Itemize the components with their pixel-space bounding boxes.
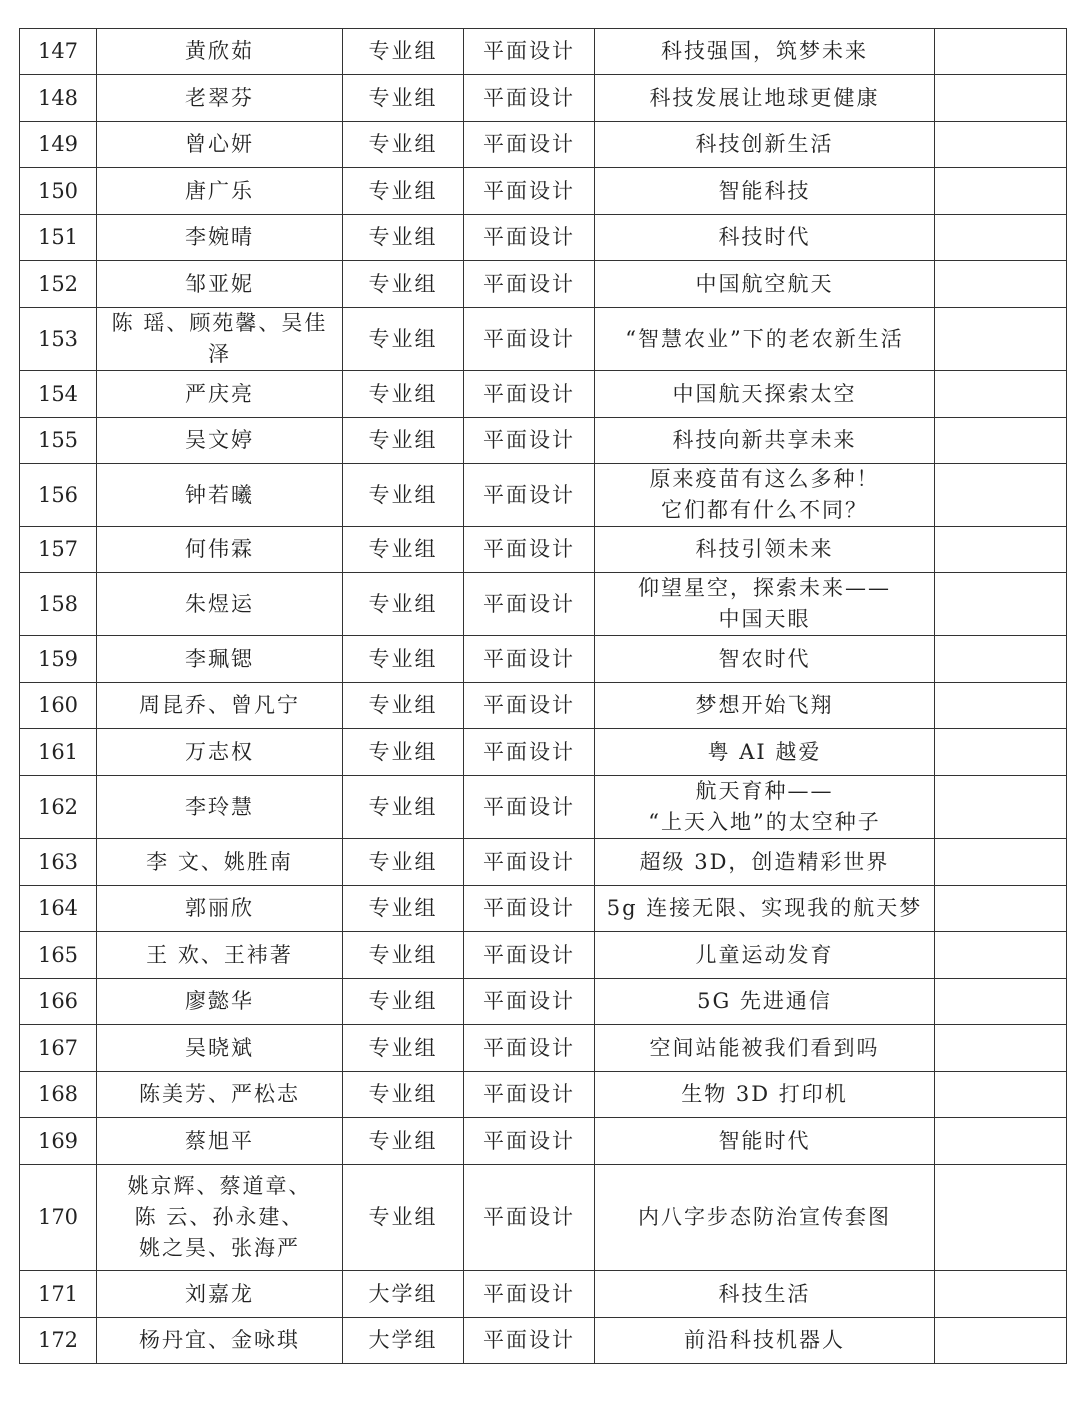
- author-names: 何伟霖: [97, 527, 343, 573]
- table-row: [20, 168, 1067, 215]
- entry-number: 163: [20, 839, 97, 886]
- note-cell: [935, 932, 1067, 979]
- table-row: [20, 636, 1067, 683]
- work-title: 航天育种—— “上天入地”的太空种子: [595, 776, 935, 839]
- category-label: 平面设计: [464, 1318, 595, 1364]
- group-label: 专业组: [343, 1165, 464, 1271]
- table-row: [20, 1165, 1067, 1271]
- author-names: 黄欣茹: [97, 29, 343, 75]
- table-row: [20, 75, 1067, 122]
- table-row: [20, 683, 1067, 729]
- note-cell: [935, 1318, 1067, 1364]
- entry-number: 159: [20, 636, 97, 683]
- category-label: 平面设计: [464, 168, 595, 215]
- author-names: 廖懿华: [97, 979, 343, 1025]
- work-title: 超级 3D，创造精彩世界: [595, 839, 935, 886]
- table-row: [20, 1118, 1067, 1165]
- author-names: 老翠芬: [97, 75, 343, 122]
- work-title: 科技引领未来: [595, 527, 935, 573]
- author-names: 周昆乔、曾凡宁: [97, 683, 343, 729]
- work-title: 科技发展让地球更健康: [595, 75, 935, 122]
- work-title: 原来疫苗有这么多种！ 它们都有什么不同？: [595, 464, 935, 527]
- entry-number: 151: [20, 215, 97, 261]
- work-title: 智农时代: [595, 636, 935, 683]
- note-cell: [935, 979, 1067, 1025]
- category-label: 平面设计: [464, 122, 595, 168]
- category-label: 平面设计: [464, 979, 595, 1025]
- author-names: 严庆亮: [97, 371, 343, 418]
- author-names: 陈美芳、严松志: [97, 1072, 343, 1118]
- entry-number: 148: [20, 75, 97, 122]
- note-cell: [935, 729, 1067, 776]
- category-label: 平面设计: [464, 371, 595, 418]
- entry-number: 164: [20, 886, 97, 932]
- work-title: 前沿科技机器人: [595, 1318, 935, 1364]
- note-cell: [935, 371, 1067, 418]
- table-row: [20, 932, 1067, 979]
- table-row: [20, 839, 1067, 886]
- table-row: [20, 464, 1067, 527]
- table-row: [20, 261, 1067, 308]
- table-row: [20, 371, 1067, 418]
- note-cell: [935, 776, 1067, 839]
- category-label: 平面设计: [464, 1165, 595, 1271]
- entry-number: 153: [20, 308, 97, 371]
- note-cell: [935, 1118, 1067, 1165]
- work-title: 生物 3D 打印机: [595, 1072, 935, 1118]
- work-title: 智能时代: [595, 1118, 935, 1165]
- author-names: 唐广乐: [97, 168, 343, 215]
- entry-number: 162: [20, 776, 97, 839]
- group-label: 专业组: [343, 932, 464, 979]
- work-title: 空间站能被我们看到吗: [595, 1025, 935, 1072]
- note-cell: [935, 75, 1067, 122]
- author-names: 李婉晴: [97, 215, 343, 261]
- work-title: 科技强国，筑梦未来: [595, 29, 935, 75]
- table-row: [20, 29, 1067, 75]
- table-row: [20, 886, 1067, 932]
- category-label: 平面设计: [464, 1271, 595, 1318]
- table-row: [20, 1025, 1067, 1072]
- entry-number: 155: [20, 418, 97, 464]
- entry-number: 157: [20, 527, 97, 573]
- results-table-body: [20, 29, 1067, 1364]
- table-row: [20, 1271, 1067, 1318]
- group-label: 专业组: [343, 308, 464, 371]
- group-label: 专业组: [343, 683, 464, 729]
- table-row: [20, 122, 1067, 168]
- group-label: 专业组: [343, 122, 464, 168]
- entry-number: 170: [20, 1165, 97, 1271]
- group-label: 专业组: [343, 573, 464, 636]
- entry-number: 161: [20, 729, 97, 776]
- author-names: 姚京辉、蔡道章、 陈 云、孙永建、 姚之昊、张海严: [97, 1165, 343, 1271]
- entry-number: 165: [20, 932, 97, 979]
- entry-number: 160: [20, 683, 97, 729]
- category-label: 平面设计: [464, 636, 595, 683]
- group-label: 专业组: [343, 215, 464, 261]
- entry-number: 150: [20, 168, 97, 215]
- author-names: 王 欢、王袆著: [97, 932, 343, 979]
- entry-number: 154: [20, 371, 97, 418]
- category-label: 平面设计: [464, 573, 595, 636]
- note-cell: [935, 636, 1067, 683]
- work-title: 粤 AI 越爱: [595, 729, 935, 776]
- table-row: [20, 527, 1067, 573]
- group-label: 专业组: [343, 168, 464, 215]
- entry-number: 156: [20, 464, 97, 527]
- category-label: 平面设计: [464, 1072, 595, 1118]
- category-label: 平面设计: [464, 729, 595, 776]
- group-label: 专业组: [343, 729, 464, 776]
- work-title: 科技生活: [595, 1271, 935, 1318]
- entry-number: 167: [20, 1025, 97, 1072]
- note-cell: [935, 122, 1067, 168]
- note-cell: [935, 261, 1067, 308]
- entry-number: 168: [20, 1072, 97, 1118]
- category-label: 平面设计: [464, 932, 595, 979]
- category-label: 平面设计: [464, 1025, 595, 1072]
- author-names: 曾心妍: [97, 122, 343, 168]
- group-label: 专业组: [343, 839, 464, 886]
- author-names: 李玲慧: [97, 776, 343, 839]
- work-title: 内八字步态防治宣传套图: [595, 1165, 935, 1271]
- author-names: 刘嘉龙: [97, 1271, 343, 1318]
- entry-number: 158: [20, 573, 97, 636]
- note-cell: [935, 527, 1067, 573]
- note-cell: [935, 308, 1067, 371]
- note-cell: [935, 683, 1067, 729]
- group-label: 专业组: [343, 527, 464, 573]
- work-title: “智慧农业”下的老农新生活: [595, 308, 935, 371]
- group-label: 专业组: [343, 75, 464, 122]
- category-label: 平面设计: [464, 418, 595, 464]
- author-names: 邹亚妮: [97, 261, 343, 308]
- work-title: 5g 连接无限、实现我的航天梦: [595, 886, 935, 932]
- author-names: 陈 瑶、顾苑馨、吴佳泽: [97, 308, 343, 371]
- category-label: 平面设计: [464, 886, 595, 932]
- category-label: 平面设计: [464, 464, 595, 527]
- group-label: 专业组: [343, 636, 464, 683]
- group-label: 专业组: [343, 776, 464, 839]
- work-title: 梦想开始飞翔: [595, 683, 935, 729]
- note-cell: [935, 1072, 1067, 1118]
- table-row: [20, 308, 1067, 371]
- author-names: 吴文婷: [97, 418, 343, 464]
- group-label: 专业组: [343, 418, 464, 464]
- entry-number: 171: [20, 1271, 97, 1318]
- table-row: [20, 1318, 1067, 1364]
- note-cell: [935, 29, 1067, 75]
- results-table: [19, 28, 1067, 1364]
- work-title: 中国航空航天: [595, 261, 935, 308]
- entry-number: 172: [20, 1318, 97, 1364]
- category-label: 平面设计: [464, 776, 595, 839]
- work-title: 5G 先进通信: [595, 979, 935, 1025]
- category-label: 平面设计: [464, 308, 595, 371]
- note-cell: [935, 1165, 1067, 1271]
- group-label: 专业组: [343, 261, 464, 308]
- group-label: 专业组: [343, 1118, 464, 1165]
- note-cell: [935, 215, 1067, 261]
- table-row: [20, 573, 1067, 636]
- category-label: 平面设计: [464, 683, 595, 729]
- note-cell: [935, 1025, 1067, 1072]
- category-label: 平面设计: [464, 75, 595, 122]
- group-label: 大学组: [343, 1318, 464, 1364]
- note-cell: [935, 418, 1067, 464]
- group-label: 大学组: [343, 1271, 464, 1318]
- note-cell: [935, 168, 1067, 215]
- table-row: [20, 979, 1067, 1025]
- category-label: 平面设计: [464, 1118, 595, 1165]
- entry-number: 166: [20, 979, 97, 1025]
- author-names: 杨丹宜、金咏琪: [97, 1318, 343, 1364]
- table-row: [20, 1072, 1067, 1118]
- author-names: 李 文、姚胜南: [97, 839, 343, 886]
- category-label: 平面设计: [464, 261, 595, 308]
- group-label: 专业组: [343, 886, 464, 932]
- group-label: 专业组: [343, 1072, 464, 1118]
- table-row: [20, 418, 1067, 464]
- note-cell: [935, 886, 1067, 932]
- category-label: 平面设计: [464, 839, 595, 886]
- category-label: 平面设计: [464, 29, 595, 75]
- table-row: [20, 215, 1067, 261]
- entry-number: 169: [20, 1118, 97, 1165]
- work-title: 仰望星空，探索未来—— 中国天眼: [595, 573, 935, 636]
- work-title: 儿童运动发育: [595, 932, 935, 979]
- group-label: 专业组: [343, 464, 464, 527]
- author-names: 郭丽欣: [97, 886, 343, 932]
- note-cell: [935, 1271, 1067, 1318]
- entry-number: 149: [20, 122, 97, 168]
- author-names: 李珮锶: [97, 636, 343, 683]
- note-cell: [935, 464, 1067, 527]
- work-title: 智能科技: [595, 168, 935, 215]
- entry-number: 147: [20, 29, 97, 75]
- work-title: 中国航天探索太空: [595, 371, 935, 418]
- group-label: 专业组: [343, 979, 464, 1025]
- author-names: 万志权: [97, 729, 343, 776]
- table-row: [20, 729, 1067, 776]
- group-label: 专业组: [343, 1025, 464, 1072]
- table-row: [20, 776, 1067, 839]
- category-label: 平面设计: [464, 215, 595, 261]
- author-names: 钟若曦: [97, 464, 343, 527]
- note-cell: [935, 573, 1067, 636]
- group-label: 专业组: [343, 371, 464, 418]
- note-cell: [935, 839, 1067, 886]
- group-label: 专业组: [343, 29, 464, 75]
- work-title: 科技创新生活: [595, 122, 935, 168]
- work-title: 科技时代: [595, 215, 935, 261]
- category-label: 平面设计: [464, 527, 595, 573]
- author-names: 朱煜运: [97, 573, 343, 636]
- entry-number: 152: [20, 261, 97, 308]
- author-names: 吴晓斌: [97, 1025, 343, 1072]
- work-title: 科技向新共享未来: [595, 418, 935, 464]
- author-names: 蔡旭平: [97, 1118, 343, 1165]
